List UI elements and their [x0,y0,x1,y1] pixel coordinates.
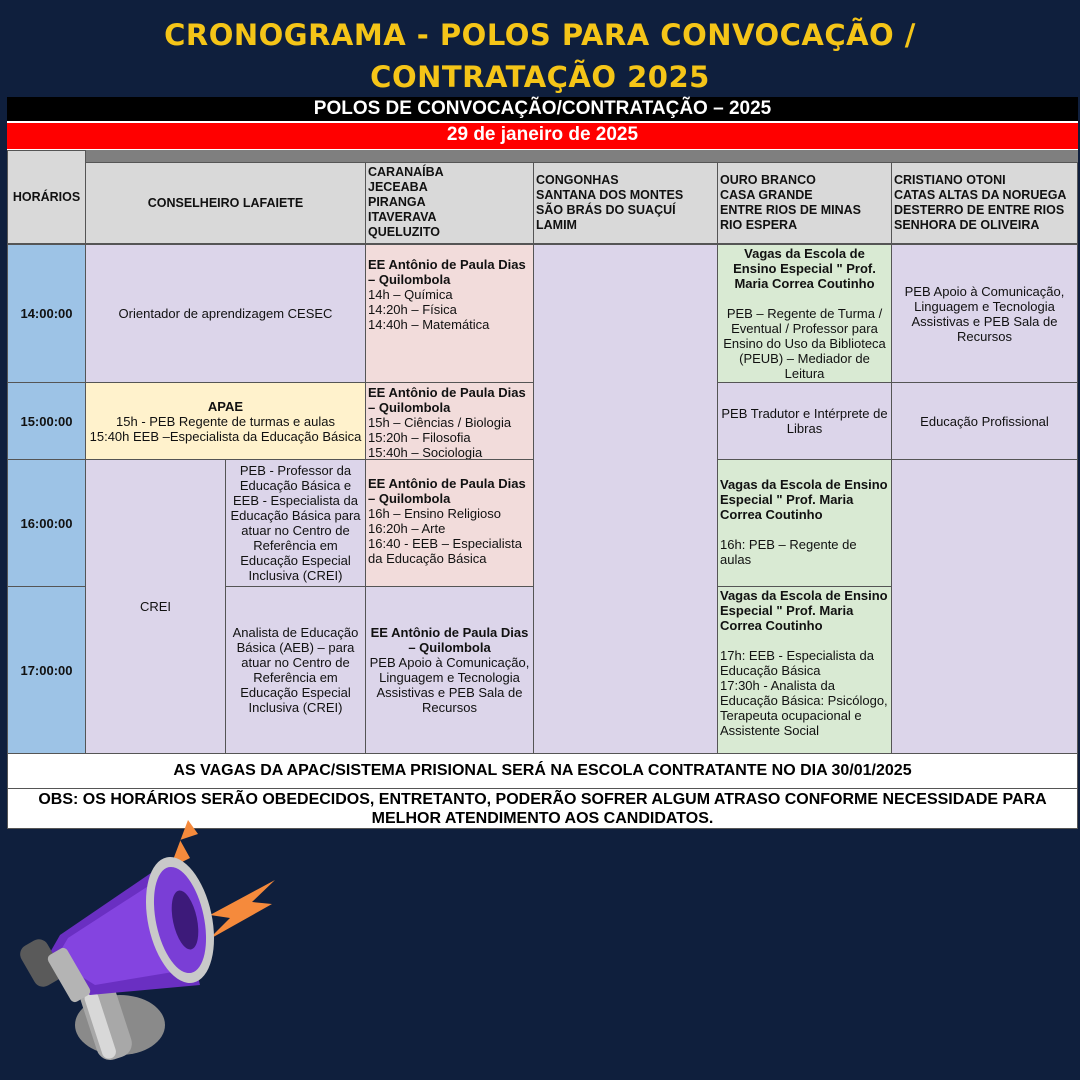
header-horarios [7,150,86,244]
city-label: CONGONHAS [536,173,619,187]
apae-line: 15h - PEB Regente de turmas e aulas [116,413,335,429]
time-label: 16:00:00 [20,515,73,531]
cell-text: PEB Tradutor e Intérprete de Libras [721,406,888,436]
header-col5 [891,162,1078,244]
cell-apae [85,382,366,460]
time-slot [7,459,86,587]
subject-line: 15:40h – Sociologia [368,445,483,460]
title-line-2: CONTRATAÇÃO 2025 [370,60,710,94]
subject-line: 14:40h – Matemática [368,317,490,332]
city-label: DESTERRO DE ENTRE RIOS [894,203,1065,217]
cell-text: PEB – Regente de Turma / Eventual / Professor para Ensino do Uso da Biblioteca (PEUB) – Mediador de Leitura [723,306,886,381]
cell-quilombola-17h [365,586,534,754]
school-name: Vagas da Escola de Ensino Especial " Prof. Maria Correa Coutinho [720,477,888,522]
cell-coutinho-14h [717,244,892,383]
cell-text: PEB Apoio à Comunicação, Linguagem e Tecnologia Assistivas e PEB Sala de Recursos [904,283,1065,344]
cell-text: 17h: EEB - Especialista da Educação Básica [720,648,874,678]
cell-cesec [85,244,366,383]
time-label: 15:00:00 [20,413,73,429]
apae-line: 15:40h EEB –Especialista da Educação Básica [89,428,362,444]
school-name: EE Antônio de Paula Dias – Quilombola [368,385,526,415]
cell-text: Analista de Educação Básica (AEB) – para atuar no Centro de Referência em Educação Especial Inclusiva (CREI) [232,625,359,715]
title-line-1: CRONOGRAMA - POLOS PARA CONVOCAÇÃO / [164,18,916,52]
school-name: EE Antônio de Paula Dias – Quilombola [368,257,526,287]
cell-crei [85,459,226,754]
subject-line: 16:40 - EEB – Especialista da Educação Básica [368,536,522,566]
note-obs: OBS: OS HORÁRIOS SERÃO OBEDECIDOS, ENTRETANTO, PODERÃO SOFRER ALGUM ATRASO CONFORME NECESSIDADE PARA MELHOR ATENDIMENTO AOS CANDIDATOS. [7,788,1078,829]
city-label: CARANAÍBA [368,165,444,179]
cell-text: 16h: PEB – Regente de aulas [720,537,857,567]
city-label: OURO BRANCO [720,173,816,187]
city-label: JECEABA [368,180,428,194]
city-label: RIO ESPERA [720,218,798,232]
schedule-table [7,97,1078,829]
cell-text: PEB Apoio à Comunicação, Linguagem e Tecnologia Assistivas e PEB Sala de Recursos [369,655,530,715]
school-name: EE Antônio de Paula Dias – Quilombola [368,476,526,506]
city-label: SANTANA DOS MONTES [536,188,684,202]
time-label: 14:00:00 [20,306,73,321]
header-conselheiro-lafaiete [85,162,366,244]
school-name: EE Antônio de Paula Dias – Quilombola [370,625,529,655]
cell-apoio-comunicacao [891,244,1078,383]
time-slot [7,382,86,460]
subject-line: 15:20h – Filosofia [368,430,471,445]
time-slot [7,586,86,754]
apae-title: APAE [207,398,244,414]
header-band [85,150,1078,162]
subject-line: 15h – Ciências / Biologia [368,415,512,430]
city-label: CATAS ALTAS DA NORUEGA [894,188,1067,202]
header-horarios-label: HORÁRIOS [12,189,81,204]
cell-libras [717,382,892,460]
note-apac: AS VAGAS DA APAC/SISTEMA PRISIONAL SERÁ NA ESCOLA CONTRATANTE NO DIA 30/01/2025 [7,753,1078,789]
school-name: Vagas da Escola de Ensino Especial " Prof. Maria Correa Coutinho [720,588,888,633]
cell-text: Orientador de aprendizagem CESEC [118,306,333,321]
cell-text: PEB - Professor da Educação Básica e EEB - Especialista da Educação Básica para atuar no Centro de Referência em Educação Especial Inclusiva (CREI) [230,463,361,583]
subject-line: 14h – Química [368,287,453,302]
crei-label: CREI [139,599,172,614]
header-col1-label: CONSELHEIRO LAFAIETE [147,195,304,210]
subject-line: 16:20h – Arte [368,521,446,536]
city-label: ENTRE RIOS DE MINAS [720,203,861,217]
page-title [0,14,1080,98]
megaphone-icon [20,820,290,1070]
city-label: CRISTIANO OTONI [894,173,1006,187]
cell-coutinho-17h [717,586,892,754]
cell-educacao-profissional [891,382,1078,460]
cell-crei-aeb [225,586,366,754]
city-label: QUELUZITO [368,225,440,239]
school-name: Vagas da Escola de Ensino Especial " Prof. Maria Correa Coutinho [733,246,876,291]
cell-coutinho-16h [717,459,892,587]
city-label: SENHORA DE OLIVEIRA [894,218,1040,232]
cell-congonhas-empty [533,244,718,754]
city-label: LAMIM [536,218,577,232]
city-label: SÃO BRÁS DO SUAÇUÍ [536,203,676,217]
cell-quilombola-14h [365,244,534,383]
header-col4 [717,162,892,244]
header-col2 [365,162,534,244]
time-label: 17:00:00 [20,662,73,678]
city-label: CASA GRANDE [720,188,813,202]
cell-quilombola-16h [365,459,534,587]
schedule-date: 29 de janeiro de 2025 [7,123,1078,149]
subject-line: 16h – Ensino Religioso [368,506,501,521]
cell-text: 17:30h - Analista da Educação Básica: Psicólogo, Terapeuta ocupacional e Assistente Social [720,678,888,738]
cell-quilombola-15h [365,382,534,460]
cell-col5-empty [891,459,1078,754]
city-label: ITAVERAVA [368,210,437,224]
time-slot [7,244,86,383]
header-col3 [533,162,718,244]
cell-crei-peb [225,459,366,587]
subject-line: 14:20h – Física [368,302,457,317]
city-label: PIRANGA [368,195,426,209]
cell-text: Educação Profissional [920,413,1049,429]
table-banner: POLOS DE CONVOCAÇÃO/CONTRATAÇÃO – 2025 [7,97,1078,121]
